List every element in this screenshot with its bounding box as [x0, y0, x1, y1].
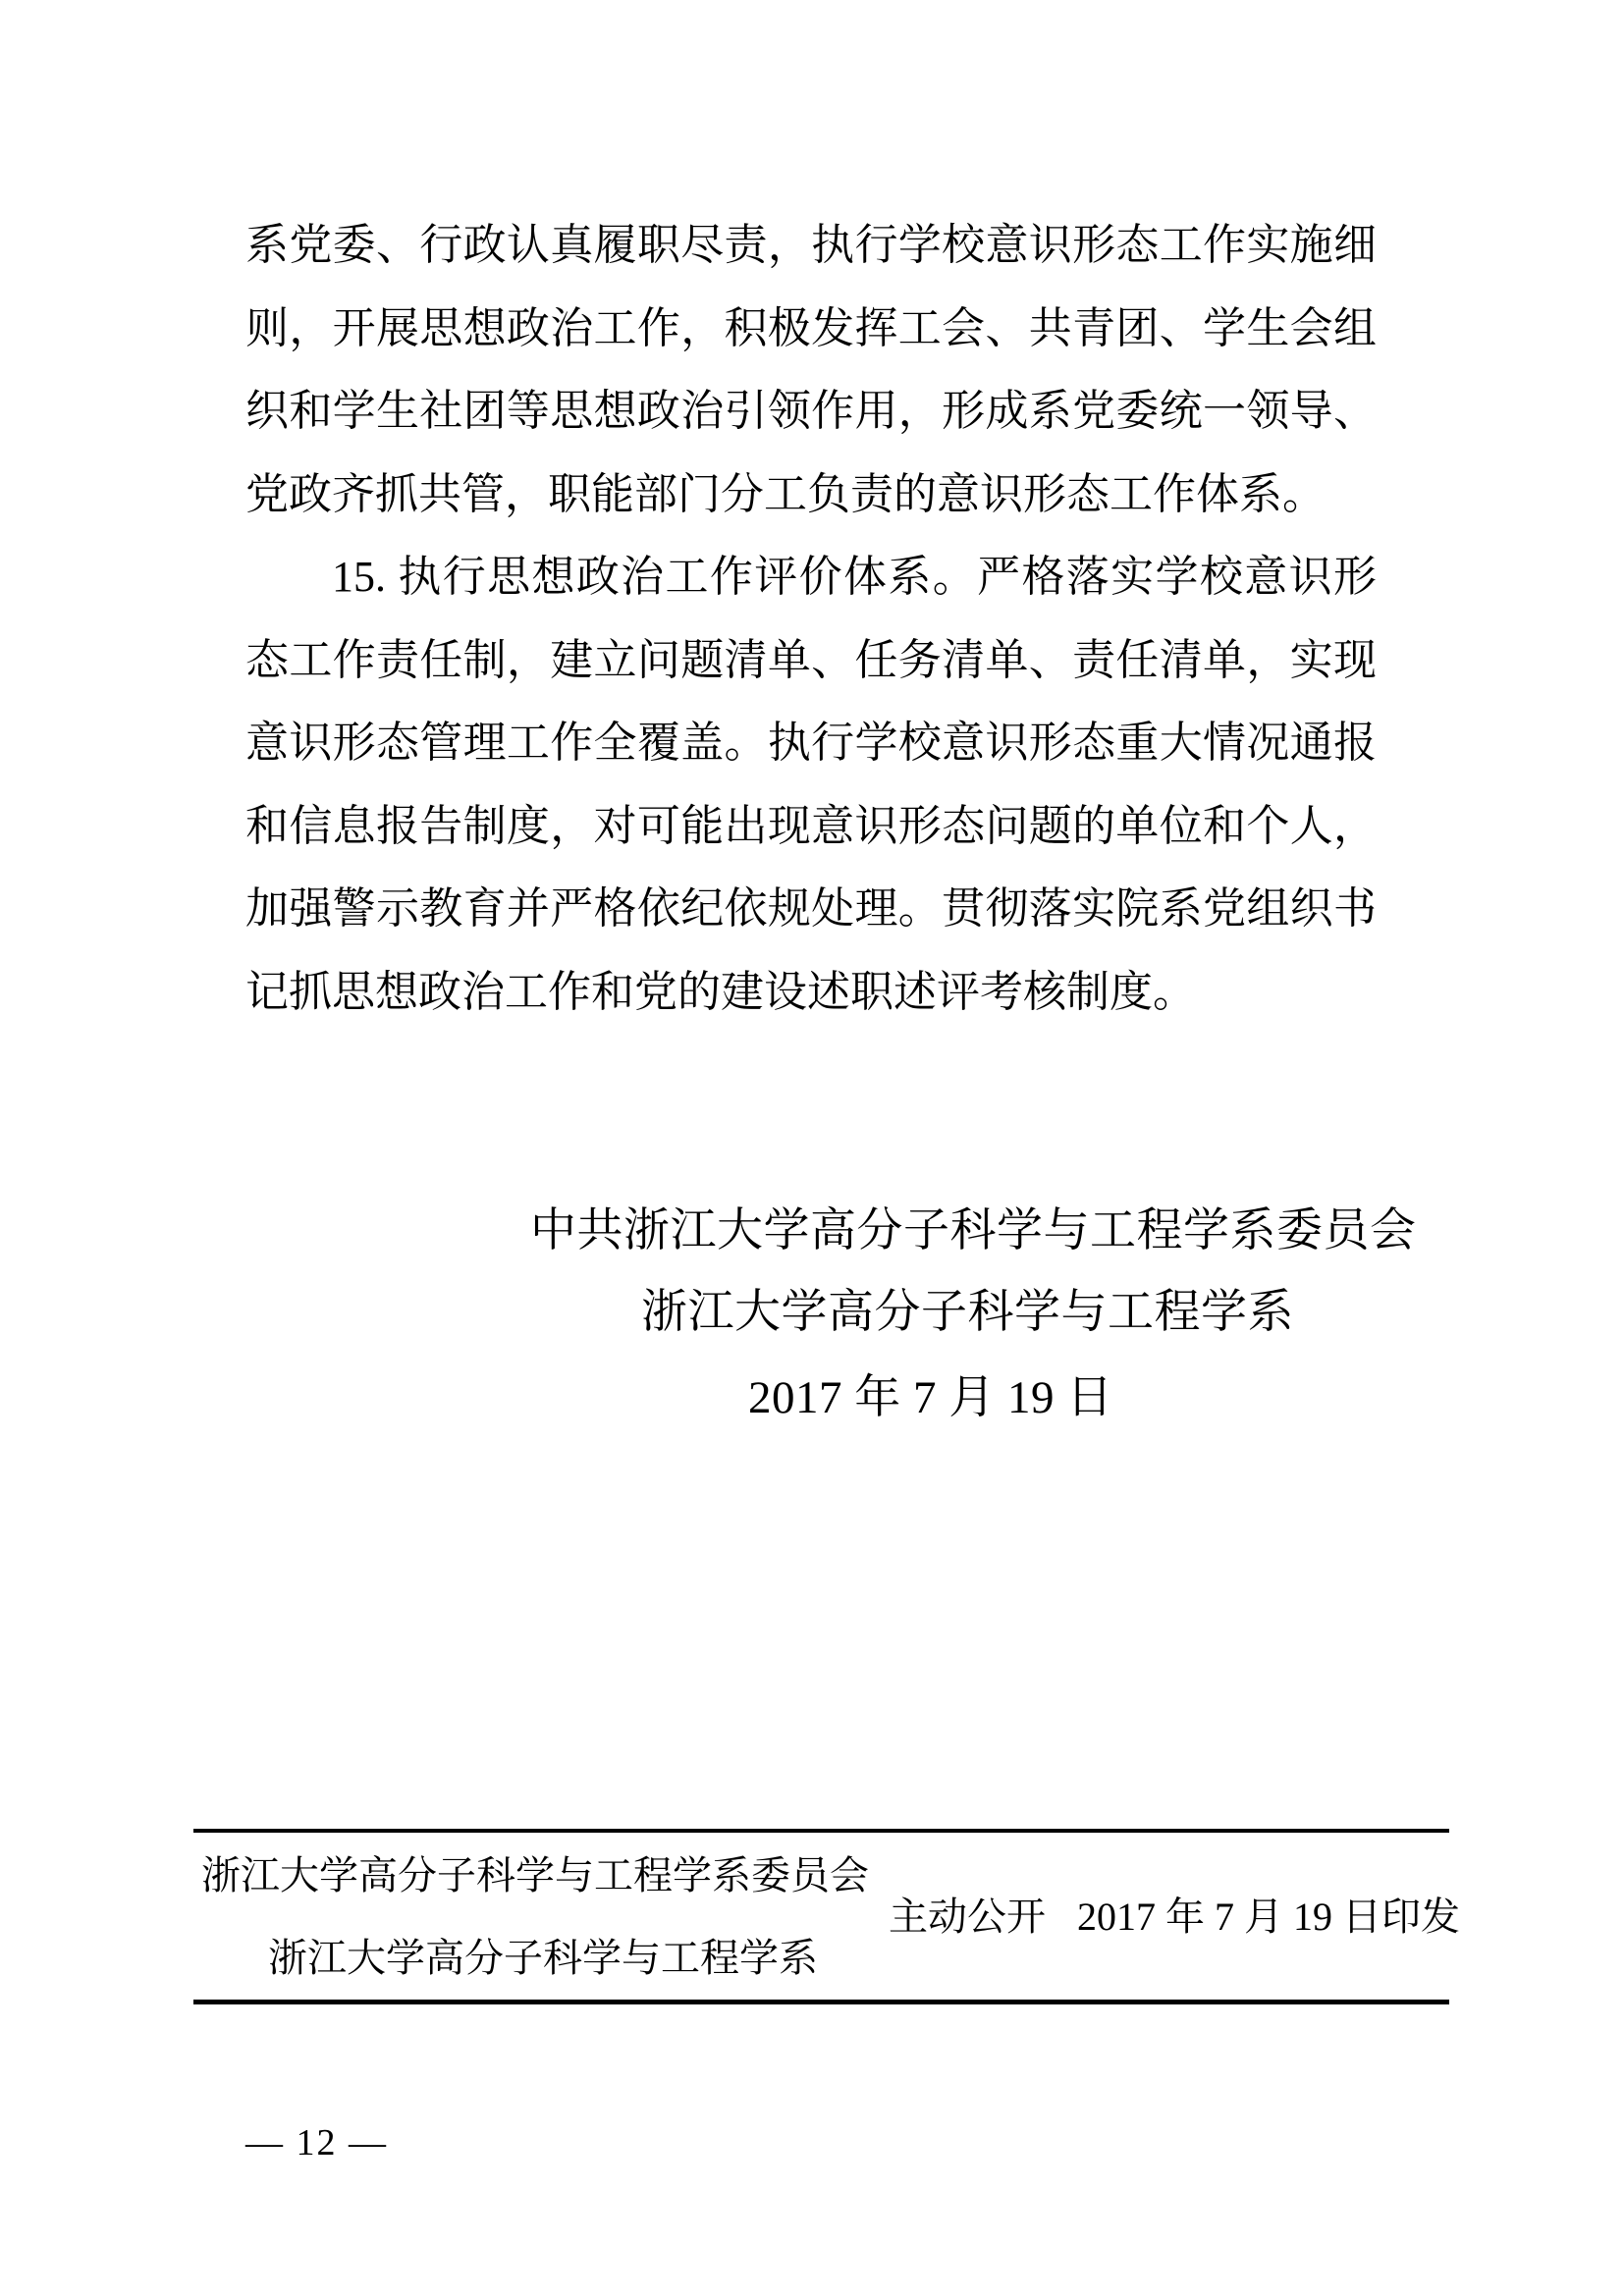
- footer-rule-top: [193, 1829, 1449, 1833]
- body-line: 加强警示教育并严格依纪依规处理。贯彻落实院系党组织书: [245, 884, 1377, 933]
- body-line: 系党委、行政认真履职尽责，执行学校意识形态工作实施细: [245, 221, 1377, 269]
- body-line: 则，开展思想政治工作，积极发挥工会、共青团、学生会组: [245, 303, 1377, 352]
- signature-committee: 中共浙江大学高分子科学与工程学系委员会: [530, 1205, 1417, 1256]
- footer-print-date: 2017 年 7 月 19 日印发: [1077, 1895, 1460, 1939]
- body-line: 意识形态管理工作全覆盖。执行学校意识形态重大情况通报: [245, 719, 1377, 767]
- footer-issuer-committee: 浙江大学高分子科学与工程学系委员会: [201, 1853, 869, 1897]
- signature-department: 浙江大学高分子科学与工程学系: [641, 1287, 1294, 1338]
- body-line: 和信息报告制度，对可能出现意识形态问题的单位和个人，: [245, 801, 1377, 850]
- body-text: [245, 204, 1377, 1034]
- paragraph-15: [245, 536, 1377, 1034]
- footer-publish-info: [889, 1893, 1460, 1942]
- body-line: 记抓思想政治工作和党的建设述职述评考核制度。: [245, 967, 1196, 1016]
- page-number: — 12 —: [245, 2122, 388, 2163]
- body-line: 态工作责任制，建立问题清单、任务清单、责任清单，实现: [245, 635, 1377, 684]
- footer-issuer-department: 浙江大学高分子科学与工程学系: [268, 1936, 818, 1980]
- body-line: 织和学生社团等思想政治引领作用，形成系党委统一领导、: [245, 387, 1377, 435]
- body-line: 15. 执行思想政治工作评价体系。严格落实学校意识形: [332, 553, 1377, 601]
- footer-access-label: 主动公开: [889, 1895, 1046, 1939]
- footer-rule-bottom: [193, 2000, 1449, 2004]
- signature-date: 2017 年 7 月 19 日: [748, 1372, 1113, 1423]
- paragraph-14-continuation: [245, 204, 1377, 536]
- body-line: 党政齐抓共管，职能部门分工负责的意识形态工作体系。: [245, 469, 1326, 518]
